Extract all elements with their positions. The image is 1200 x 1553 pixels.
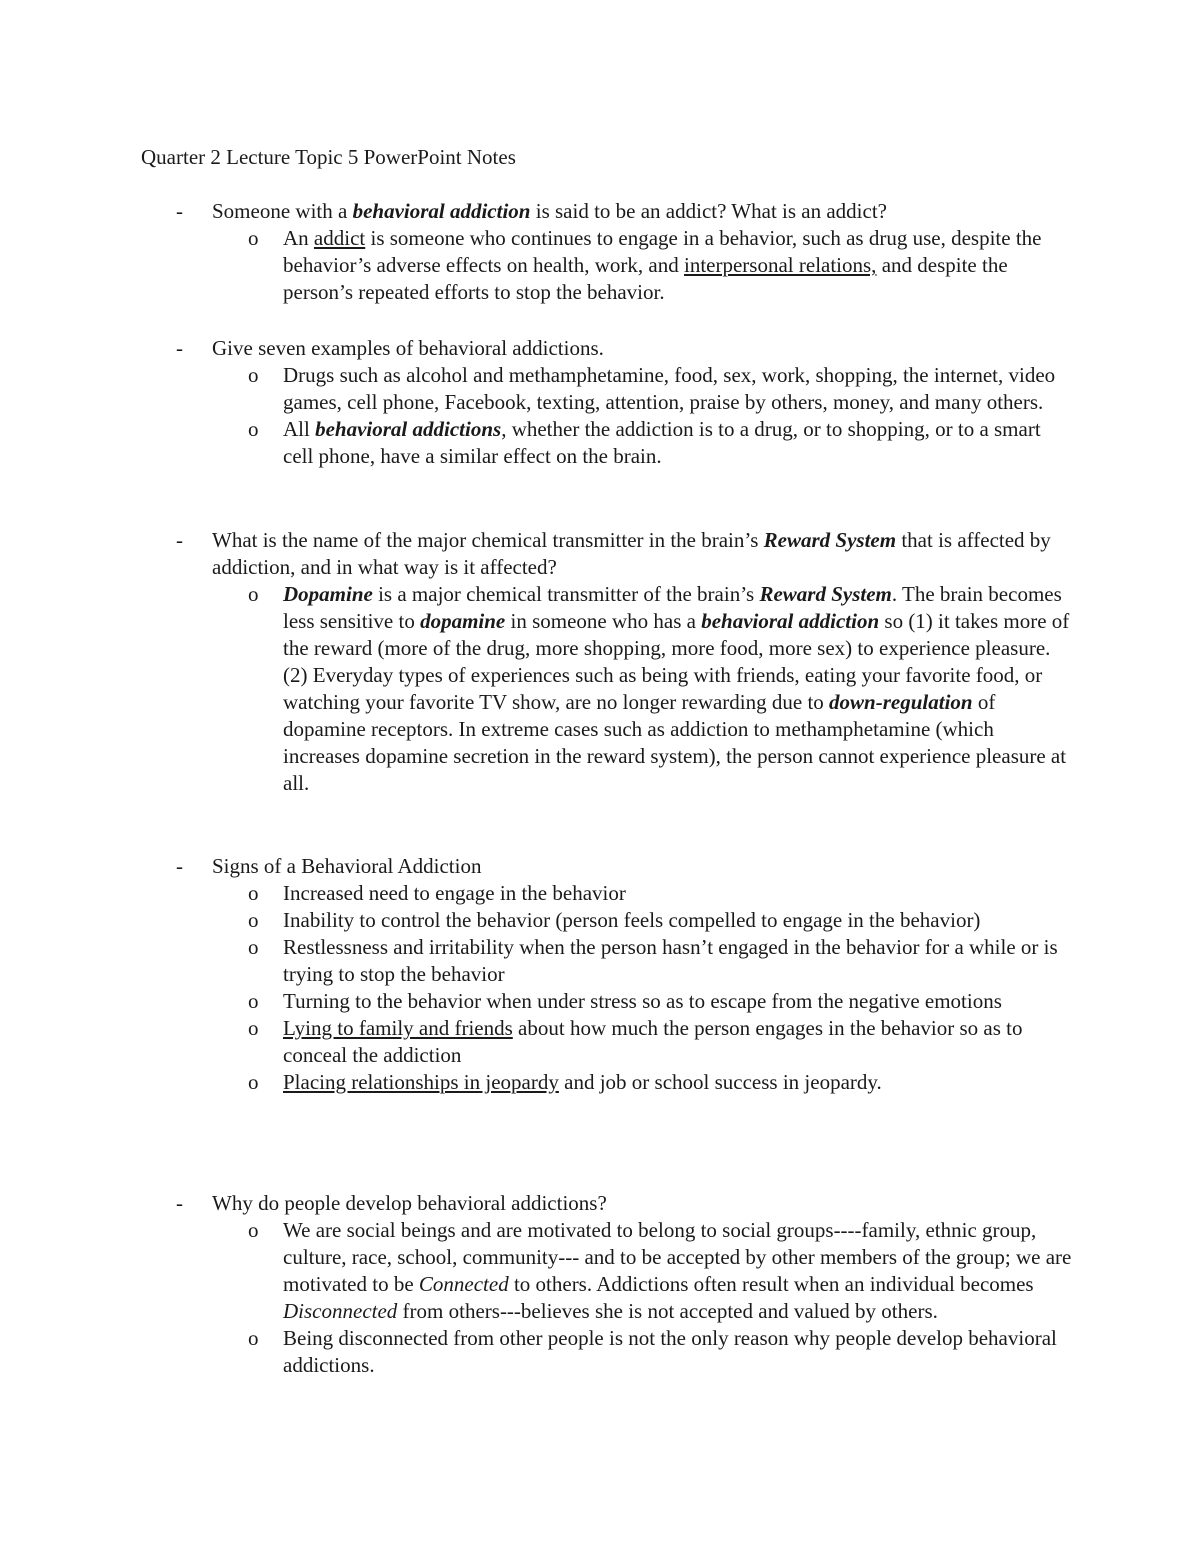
sign-item: o Lying to family and friends about how much the person engages in the behavior so as to conceal the addiction xyxy=(248,1016,1023,1067)
circle-bullet: o xyxy=(248,935,259,959)
term-reward-system: Reward System xyxy=(759,582,892,606)
term-lying: Lying to family and friends xyxy=(283,1016,513,1040)
document-title: Quarter 2 Lecture Topic 5 PowerPoint Notes xyxy=(141,145,516,169)
term-down-regulation: down-regulation xyxy=(829,690,973,714)
circle-bullet: o xyxy=(248,908,259,932)
answer-similar-effect: o All behavioral addictions, whether the addiction is to a drug, or to shopping, or to a smart cell phone, have a similar effect on the brain. xyxy=(248,417,1041,468)
section-signs xyxy=(0,853,1200,1096)
circle-bullet: o xyxy=(248,226,259,250)
sign-item: o Restlessness and irritability when the person hasn’t engaged in the behavior for a while or is trying to stop the behavior xyxy=(248,935,1058,986)
term-interpersonal-relations: interpersonal relations, xyxy=(684,253,877,277)
circle-bullet: o xyxy=(248,582,259,606)
section-addict xyxy=(0,198,1200,306)
dash-bullet: - xyxy=(176,528,183,552)
term-reward-system: Reward System xyxy=(763,528,897,552)
answer-examples-list: o Drugs such as alcohol and methamphetamine, food, sex, work, shopping, the internet, video games, cell phone, Facebook, texting, attention, praise by others, money, and many others. xyxy=(248,363,1056,414)
term-behavioral-addiction: behavioral addiction xyxy=(701,609,880,633)
question-examples: - Give seven examples of behavioral addictions. xyxy=(176,336,604,360)
term-jeopardy: Placing relationships in jeopardy xyxy=(283,1070,559,1094)
sign-item: o Placing relationships in jeopardy and job or school success in jeopardy. xyxy=(248,1070,882,1094)
section-examples xyxy=(0,335,1200,470)
answer-social-beings: o We are social beings and are motivated to belong to social groups----family, ethnic group, culture, race, school, community--- and to be accepted by other members of the group; we are motivated to be Connected to others. Addictions often result when an individual becomes Disconnected from others---believes she is not accepted and valued by others. xyxy=(248,1218,1072,1323)
answer-dopamine: o Dopamine is a major chemical transmitter of the brain’s Reward System. The brain becomes less sensitive to dopamine in someone who has a behavioral addiction so (1) it takes more of the reward (more of the drug, more shopping, more food, more sex) to experience pleasure. (2) Everyday types of experiences such as being with friends, eating your favorite food, or watching your favorite TV show, are no longer rewarding due to down-regulation of dopamine receptors. In extreme cases such as addiction to methamphetamine (which increases dopamine secretion in the reward system), the person cannot experience pleasure at all. xyxy=(248,582,1070,795)
question-addict: - Someone with a behavioral addiction is said to be an addict? What is an addict? xyxy=(176,199,887,223)
term-disconnected: Disconnected xyxy=(283,1299,398,1323)
circle-bullet: o xyxy=(248,417,259,441)
dash-bullet: - xyxy=(176,199,183,223)
answer-addict-definition: o An addict is someone who continues to engage in a behavior, such as drug use, despite the behavior’s adverse effects on health, work, and interpersonal relations, and despite the person’s repeated efforts to stop the behavior. xyxy=(248,226,1042,304)
section-why xyxy=(0,1190,1200,1379)
term-connected: Connected xyxy=(418,1272,509,1296)
dash-bullet: - xyxy=(176,1191,183,1215)
circle-bullet: o xyxy=(248,1070,259,1094)
term-behavioral-addiction: behavioral addiction xyxy=(352,199,531,223)
term-behavioral-addictions: behavioral addictions xyxy=(315,417,502,441)
answer-not-only-reason: o Being disconnected from other people is not the only reason why people develop behavioral addictions. xyxy=(248,1326,1057,1377)
dash-bullet: - xyxy=(176,854,183,878)
term-dopamine: Dopamine xyxy=(283,582,373,606)
circle-bullet: o xyxy=(248,989,259,1013)
sign-item: o Turning to the behavior when under stress so as to escape from the negative emotions xyxy=(248,989,1002,1013)
sign-item: o Increased need to engage in the behavior xyxy=(248,881,626,905)
circle-bullet: o xyxy=(248,881,259,905)
question-dopamine: - What is the name of the major chemical transmitter in the brain’s Reward System that is affected by addiction, and in what way is it affected? xyxy=(176,528,1051,579)
circle-bullet: o xyxy=(248,1016,259,1040)
term-addict: addict xyxy=(313,226,366,250)
circle-bullet: o xyxy=(248,1326,259,1350)
heading-signs: - Signs of a Behavioral Addiction xyxy=(176,854,482,878)
circle-bullet: o xyxy=(248,1218,259,1242)
section-dopamine xyxy=(0,527,1200,797)
dash-bullet: - xyxy=(176,336,183,360)
term-dopamine: dopamine xyxy=(420,609,506,633)
circle-bullet: o xyxy=(248,363,259,387)
sign-item: o Inability to control the behavior (person feels compelled to engage in the behavior) xyxy=(248,908,981,932)
question-why: - Why do people develop behavioral addictions? xyxy=(176,1191,607,1215)
